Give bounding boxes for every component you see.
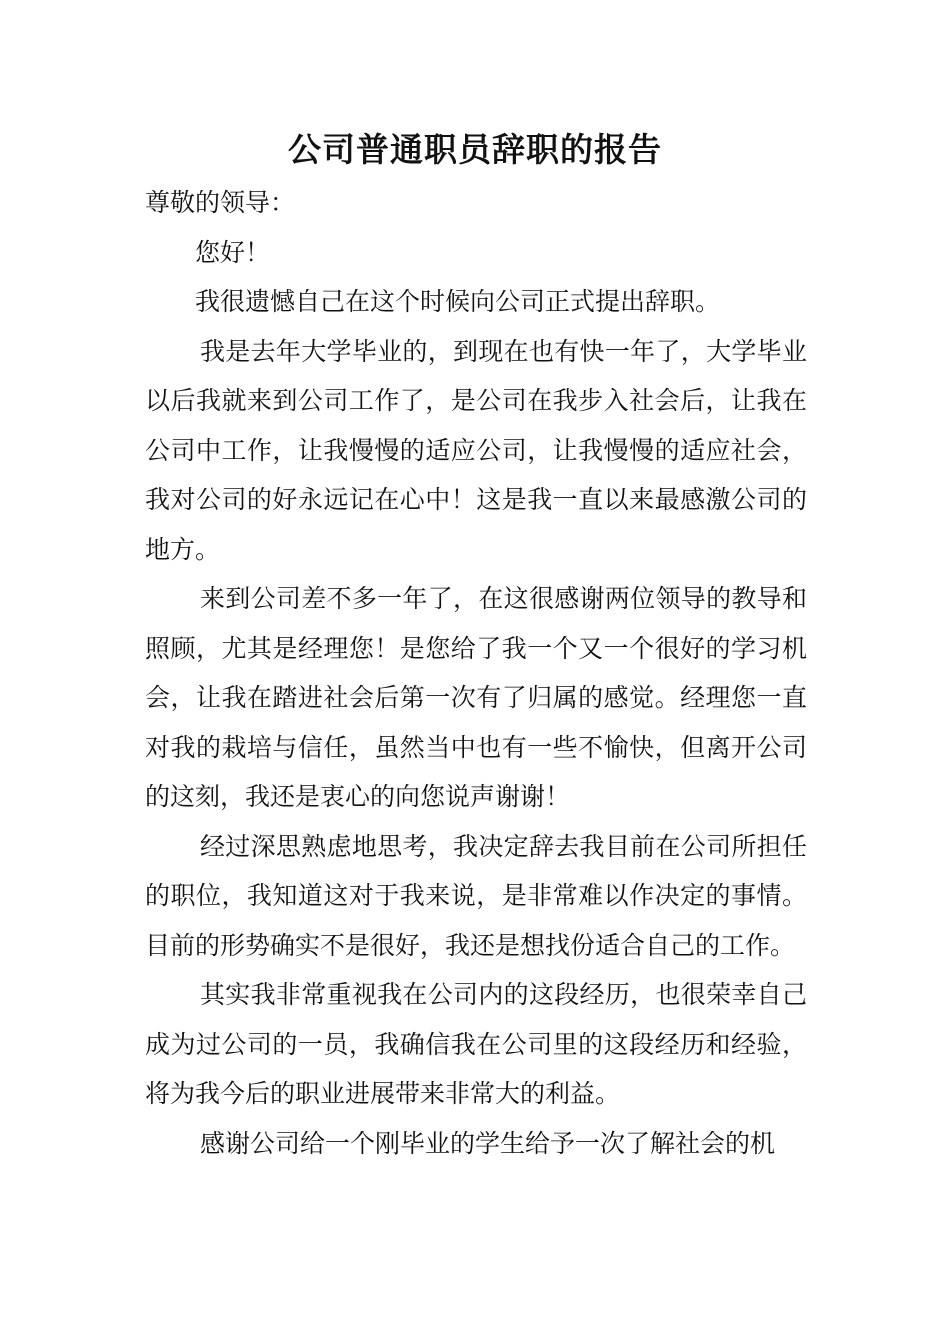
paragraph-6: 感谢公司给一个刚毕业的学生给予一次了解社会的机 <box>200 1128 776 1158</box>
greeting: 您好！ <box>195 237 271 267</box>
salutation: 尊敬的领导： <box>145 188 296 217</box>
document-body <box>145 178 807 1168</box>
paragraph-2: 我是去年大学毕业的，到现在也有快一年了，大学毕业以后我就来到公司工作了，是公司在我步入社会后，让我在公司中工作，让我慢慢的适应公司，让我慢慢的适应社会，我对公司的好永远记在心中！这是我一直以来最感激公司的地方。 <box>145 336 807 564</box>
document-title: 公司普通职员辞职的报告 <box>288 130 662 169</box>
paragraph-4: 经过深思熟虑地思考，我决定辞去我目前在公司所担任的职位，我知道这对于我来说，是非常难以作决定的事情。目前的形势确实不是很好，我还是想找份适合自己的工作。 <box>145 831 807 960</box>
paragraph-1: 我很遗憾自己在这个时候向公司正式提出辞职。 <box>195 287 721 316</box>
paragraph-3: 来到公司差不多一年了，在这很感谢两位领导的教导和照顾，尤其是经理您！是您给了我一个又一个很好的学习机会，让我在踏进社会后第一次有了归属的感觉。经理您一直对我的栽培与信任，虽然当中也有一些不愉快，但离开公司的这刻，我还是衷心的向您说声谢谢！ <box>145 584 807 811</box>
paragraph-5: 其实我非常重视我在公司内的这段经历，也很荣幸自己成为过公司的一员，我确信我在公司里的这段经历和经验，将为我今后的职业进展带来非常大的利益。 <box>145 980 807 1108</box>
